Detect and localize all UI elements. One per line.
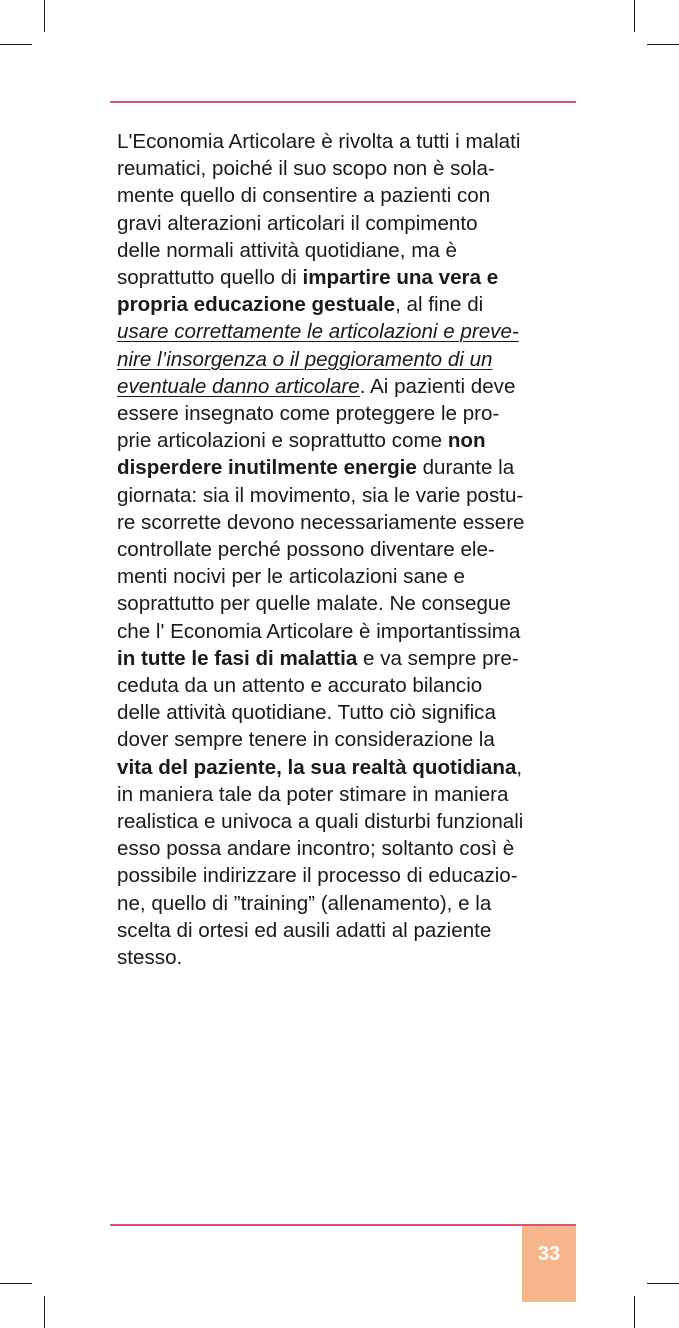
text-line xyxy=(117,835,579,862)
text-run: stesso. xyxy=(117,946,183,970)
text-run: controllate perché possono diventare ele- xyxy=(117,538,495,562)
text-line xyxy=(117,563,579,590)
text-run: possibile indirizzare il processo di educazio- xyxy=(117,864,518,888)
crop-mark xyxy=(634,1296,635,1328)
text-line xyxy=(117,890,579,917)
text-run: soprattutto quello di xyxy=(117,266,303,290)
text-run: mente quello di consentire a pazienti con xyxy=(117,184,491,208)
crop-mark xyxy=(44,1296,45,1328)
text-run: realistica e univoca a quali disturbi funzionali xyxy=(117,810,524,834)
text-run: , xyxy=(516,755,523,779)
text-run: ne, quello di ”training” (allenamento), e la xyxy=(117,891,492,915)
crop-mark xyxy=(647,1283,679,1284)
underlined-italic-text: usare correttamente le articolazioni e preve- xyxy=(117,320,519,344)
text-run: e va sempre pre- xyxy=(357,646,519,670)
text-run: gravi alterazioni articolari il compimento xyxy=(117,211,478,235)
text-line xyxy=(117,944,579,971)
text-run: delle normali attività quotidiane, ma è xyxy=(117,238,457,262)
text-line xyxy=(117,754,579,781)
text-run: re scorrette devono necessariamente essere xyxy=(117,510,525,534)
text-run: delle attività quotidiane. Tutto ciò significa xyxy=(117,701,496,725)
text-run: ceduta da un attento e accurato bilancio xyxy=(117,674,483,698)
crop-mark xyxy=(44,0,45,32)
crop-mark xyxy=(0,1283,32,1284)
text-run: . Ai pazienti deve xyxy=(359,374,516,398)
text-run: durante la xyxy=(416,456,515,480)
text-line xyxy=(117,536,579,563)
underlined-italic-text: nire l’insorgenza o il peggioramento di un xyxy=(117,347,493,371)
text-line xyxy=(117,808,579,835)
text-run: esso possa andare incontro; soltanto così è xyxy=(117,837,515,861)
text-line xyxy=(117,862,579,889)
text-run: soprattutto per quelle malate. Ne consegue xyxy=(117,592,511,616)
text-line xyxy=(117,482,579,509)
text-run: L'Economia Articolare è rivolta a tutti i malati xyxy=(117,130,521,153)
text-run: reumatici, poiché il suo scopo non è sola- xyxy=(117,157,495,181)
body-paragraph xyxy=(117,128,579,971)
text-line xyxy=(117,291,579,318)
text-line xyxy=(117,210,579,237)
text-run: che l' Economia Articolare è importantissima xyxy=(117,619,521,643)
top-rule xyxy=(110,101,576,103)
bold-text: vita del paziente, la sua realtà quotidiana xyxy=(117,755,517,779)
text-line xyxy=(117,155,579,182)
text-run: prie articolazioni e soprattutto come xyxy=(117,429,448,453)
bold-text: propria educazione gestuale xyxy=(117,293,396,317)
text-line xyxy=(117,618,579,645)
crop-mark xyxy=(647,44,679,45)
text-line xyxy=(117,373,579,400)
text-line xyxy=(117,427,579,454)
text-line xyxy=(117,264,579,291)
text-line xyxy=(117,346,579,373)
text-line xyxy=(117,128,579,155)
text-line xyxy=(117,400,579,427)
text-line xyxy=(117,726,579,753)
text-run: essere insegnato come proteggere le pro- xyxy=(117,402,500,426)
text-line xyxy=(117,917,579,944)
bold-text: impartire una vera e xyxy=(302,266,499,290)
text-line xyxy=(117,645,579,672)
underlined-italic-text: eventuale danno articolare xyxy=(117,374,360,398)
crop-mark xyxy=(0,44,32,45)
bottom-rule xyxy=(110,1224,576,1226)
text-run: giornata: sia il movimento, sia le varie postu- xyxy=(117,483,524,507)
text-run: menti nocivi per le articolazioni sane e xyxy=(117,565,465,589)
text-run: in maniera tale da poter stimare in maniera xyxy=(117,782,509,806)
page-number: 33 xyxy=(537,1243,561,1265)
page-number-box xyxy=(522,1226,576,1302)
text-line xyxy=(117,509,579,536)
text-line xyxy=(117,182,579,209)
text-line xyxy=(117,699,579,726)
crop-mark xyxy=(634,0,635,32)
text-line xyxy=(117,672,579,699)
text-run: dover sempre tenere in considerazione la xyxy=(117,728,495,752)
bold-text: in tutte le fasi di malattia xyxy=(117,646,358,670)
bold-text: non xyxy=(447,429,486,453)
text-line xyxy=(117,781,579,808)
text-line xyxy=(117,454,579,481)
text-run: , al fine di xyxy=(395,293,484,317)
text-line xyxy=(117,590,579,617)
text-line xyxy=(117,237,579,264)
text-run: scelta di ortesi ed ausili adatti al paziente xyxy=(117,918,492,942)
text-line xyxy=(117,318,579,345)
bold-text: disperdere inutilmente energie xyxy=(117,456,417,480)
